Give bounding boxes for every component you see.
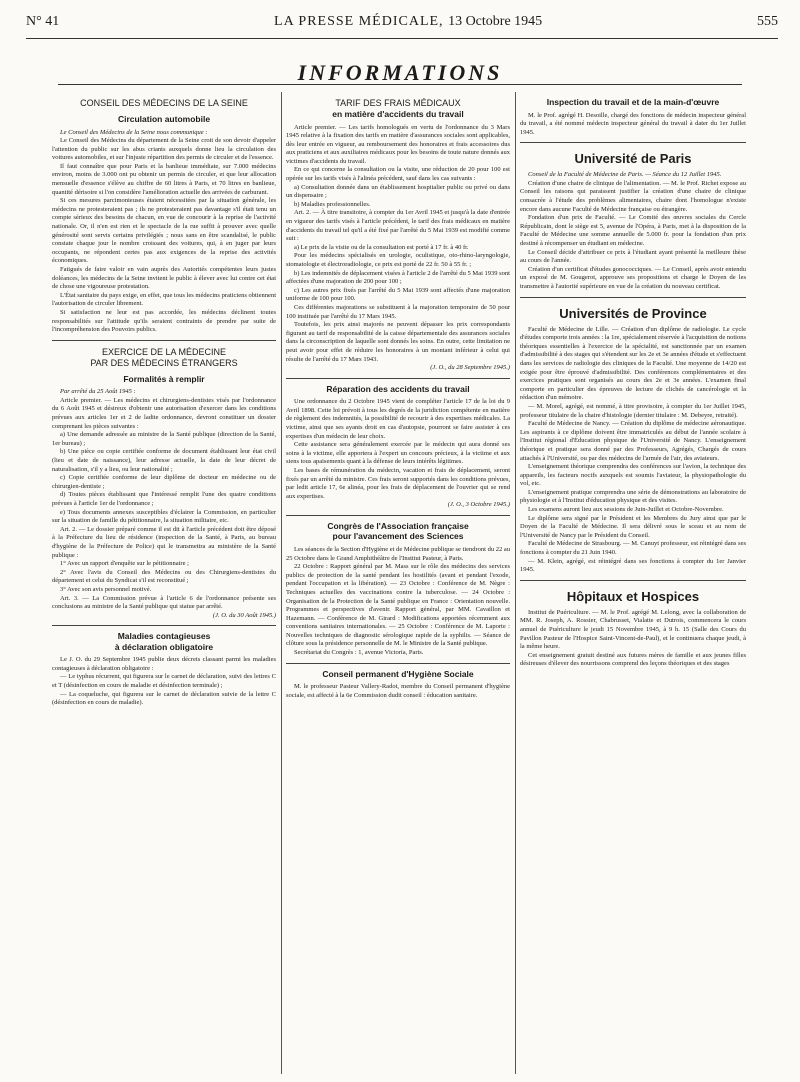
paragraph: Le diplôme sera signé par le Président et les Membres du Jury ainsi que par le Doyen de la Faculté de Médecine. Il sera délivré sous le sceau et au nom de l'Université de Nancy par le Président du Conseil.: [520, 514, 746, 539]
article-title: à déclaration obligatoire: [114, 641, 214, 652]
section-divider: [52, 340, 276, 341]
list-item: d) Toutes pièces établissant que l'intéressé remplit l'une des quatre conditions prévues à l'article 1er de l'ordonnance ;: [52, 491, 276, 507]
paragraph: Fatigués de faire valoir en vain auprès des Autorités compétentes leurs justes doléances, les médecins de la Seine invitent le public à élever avec lui contre cet état de chose une vigoureuse protestation.: [52, 266, 276, 291]
article-title: CONSEIL DES MÉDECINS DE LA SEINE: [80, 98, 248, 108]
section-divider: [286, 663, 510, 664]
list-item: b) Les indemnités de déplacement visées à l'article 2 de l'arrêté du 5 Mai 1939 sont affectées d'une majoration de 200 pour 100 ;: [286, 269, 510, 286]
article-title: Réparation des accidents du travail: [326, 383, 470, 394]
article-title: PAR DES MÉDECINS ÉTRANGERS: [90, 357, 238, 368]
article-title: Conseil permanent d'Hygiène Sociale: [322, 668, 474, 679]
journal-name: LA PRESSE MÉDICALE,: [274, 14, 444, 29]
section-heading: Hôpitaux et Hospices: [566, 588, 700, 604]
paragraph: Conseil de la Faculté de Médecine de Paris. — Séance du 12 Juillet 1945.: [528, 171, 722, 179]
article-subtitle: Formalités à remplir: [123, 373, 205, 384]
section-banner: INFORMATIONS: [297, 60, 503, 85]
paragraph: Les examens auront lieu aux sessions de Juin-Juillet et Octobre-Novembre.: [528, 506, 724, 514]
article-title: EXERCICE DE LA MÉDECINE: [101, 346, 227, 357]
article-title: TARIF DES FRAIS MÉDICAUX: [335, 98, 461, 108]
article-subtitle: en matière d'accidents du travail: [332, 109, 464, 119]
list-item: c) Copie certifiée conforme de leur diplôme de docteur en médecine ou de chirurgien-dentiste ;: [52, 474, 276, 490]
banner-rule: [58, 84, 742, 85]
paragraph: Une ordonnance du 2 Octobre 1945 vient de compléter l'article 17 de la loi du 9 Avril 1898. Cette loi prévoit à tous les degrés de la juridiction compétente en matière de règlement des indemnités, la possibilité de recourir à des expertises médicales. La victime, ainsi que ses ayants droit en cas d'autopsie, pourront se faire assister à ces expertises d'un médecin de leur choix.: [286, 398, 510, 440]
paragraph: Par arrêté du 25 Août 1945 :: [60, 388, 136, 396]
article-title: Inspection du travail et de la main-d'œuvre: [546, 97, 720, 107]
list-item: b) Maladies professionnelles.: [294, 200, 371, 208]
list-item: — La coqueluche, qui figurera sur le carnet de déclaration suivie de la lettre C (désinfection en cours de maladie).: [52, 690, 276, 707]
paragraph: Cette assistance sera généralement exercée par le médecin qui aura donné ses soins à la victime, elle apportera à l'expert un concours précieux, à la victime et aux siens tous apaisements quant à la défense de leurs intérêts légitimes.: [286, 441, 510, 466]
paragraph: Le J. O. du 29 Septembre 1945 publie deux décrets classant parmi les maladies contagieuses à déclaration obligatoire :: [52, 656, 276, 672]
journal-title-line: [274, 14, 542, 30]
list-item: c) Les autres prix fixés par l'arrêté du 5 Mai 1939 sont affectés d'une majoration uniforme de 100 pour 100.: [286, 286, 510, 303]
paragraph: Fondation d'un prix de Faculté. — Le Comité des œuvres sociales du Cercle Républicain, dont le siège est 5, avenue de l'Opéra, à Paris, met à la disposition de la Faculté de Médecine une somme annuelle de 5.000 fr. pour la fondation d'un prix destiné à récompenser un étudiant en médecine.: [520, 214, 746, 248]
paragraph: — M. Morel, agrégé, est nommé, à titre provisoire, à compter du 1er Juillet 1945, professeur titulaire de la chaire d'histologie (dernier titulaire : M. Debeyre, retraité).: [520, 402, 746, 419]
paragraph: Art. 3. — La Commission prévue à l'article 6 de l'ordonnance présente ses conclusions au ministre de la Santé publique qui statue par arrêté.: [52, 594, 276, 611]
list-item: 3° Avec son avis personnel motivé.: [60, 585, 152, 593]
column-rule-1: [281, 92, 282, 1074]
article-title: Congrès de l'Association française: [327, 520, 469, 531]
paragraph: Article premier. — Les tarifs homologués en vertu de l'ordonnance du 3 Mars 1945 relative à la fixation des tarifs en matière d'assurances sociales sont applicables, dès leur entrée en vigueur, au remboursement des honoraires et frais accessoires dus aux praticiens et aux auxiliaires médicaux pour les besoins de toute nature donnés aux victimes d'accidents du travail.: [286, 123, 510, 165]
paragraph: L'État sanitaire du pays exige, en effet, que tous les médecins praticiens obtiennent l'autorisation de circuler librement.: [52, 291, 276, 308]
section-divider: [52, 625, 276, 626]
section-divider: [520, 142, 746, 143]
list-item: 2° Avec l'avis du Conseil des Médecins ou des Chirurgiens-dentistes du département et celui du Syndicat s'il est reconstitué ;: [52, 568, 276, 585]
paragraph: Les bases de rémunération du médecin, vacation et frais de déplacement, seront fixés par un arrêté du ministre. Ces frais seront supportés dans les conditions prévues, par ledit article 17, 6e alinéa, pour les frais de déplacement de l'ouvrier qui se rend aux expertises.: [286, 466, 510, 500]
list-item: 1° Avec un rapport d'enquête sur le pétitionnaire ;: [60, 560, 189, 568]
section-divider: [286, 378, 510, 379]
issue-date: 13 Octobre 1945: [448, 14, 543, 29]
section-heading: Université de Paris: [574, 151, 692, 167]
column-2: [286, 92, 510, 1076]
paragraph: Le Conseil des Médecins de la Seine nous communique :: [60, 128, 208, 136]
paragraph: Cet enseignement gratuit destiné aux futures mères de famille et aux jeunes filles désireuses d'élever des nourrissons comprend des leçons théoriques et des stages: [520, 651, 746, 668]
paragraph: M. le professeur Pasteur Vallery-Radot, membre du Conseil permanent d'hygiène sociale, est affecté à la 6e Commission dudit conseil : éducation sanitaire.: [286, 683, 510, 699]
section-heading: Universités de Province: [559, 305, 707, 321]
page-header: [26, 14, 778, 39]
paragraph: Si ces mesures parcimonieuses étaient nécessitées par la situation générale, les médecins ne protesteraient pas ; ils ne protesteraient pas davantage s'il était tenu un compte sérieux des besoins de chacun, en vue de concourir à la reprise de l'activité nationale. Or, il n'en est rien et le spectacle de la rue suffit à prouver avec quelle générosité sont servis certains privilégiés ; nous sans en être scandalisé, le public constate chaque jour le nombre croissant des voitures, qui, à en juger par leurs occupants, ne répondent certes pas aux exigences de la reprise des activités économiques.: [52, 197, 276, 265]
list-item: a) Une demande adressée au ministre de la Santé publique (direction de la Santé, 1er bureau) ;: [52, 431, 276, 447]
paragraph: Les séances de la Section d'Hygiène et de Médecine publique se tiendront du 22 au 25 Octobre dans le Grand Amphithéâtre de l'Institut Pasteur, à Paris.: [286, 545, 510, 562]
list-item: a) Consultation donnée dans un établissement hospitalier public ou privé ou dans un dispensaire ;: [286, 183, 510, 200]
section-divider: [286, 515, 510, 516]
article-title: pour l'avancement des Sciences: [332, 531, 464, 542]
issue-number: N° 41: [26, 14, 60, 29]
paragraph: Art. 2. — À titre transitoire, à compter du 1er Avril 1945 et jusqu'à la date d'entrée en vigueur des tarifs visés à l'article précédent, le tarif des frais médicaux en matière d'accidents du travail tel qu'il a été fixé par l'arrêté du 5 Mai 1939 est modifié comme suit :: [286, 209, 510, 243]
paragraph: M. le Prof. agrégé H. Desoille, chargé des fonctions de médecin inspecteur général du travail, a été nommé médecin inspecteur général du travail à dater du 1er Juillet 1945.: [520, 111, 746, 136]
paragraph: Le Conseil décide d'attribuer ce prix à l'étudiant ayant présenté la meilleure thèse au cours de l'année.: [520, 248, 746, 265]
list-item: b) Une pièce ou copie certifiée conforme de document établissant leur état civil (lieu et date de naissance), leur adresse actuelle, la date de leur décret de naturalisation, s'il y a lieu, ou leur nationalité ;: [52, 448, 276, 473]
list-item: e) Tous documents annexes susceptibles d'éclairer la Commission, en particulier sur la situation de famille du pétitionnaire, la situation militaire, etc.: [52, 508, 276, 525]
paragraph: — M. Klein, agrégé, est réintégré dans ses fonctions à compter du 1er Janvier 1945.: [520, 557, 746, 574]
paragraph: L'enseignement théorique comprendra des conférences sur l'avion, la technique des appareils, les facteurs nocifs auxquels est soumis l'aviateur, la physiopathologie du vol, etc.: [520, 463, 746, 488]
paragraph: Il faut connaître que pour Paris et la banlieue immédiate, sur 7.000 médecins environ, moins de 3.000 ont pu obtenir un permis de circuler, et que leur allocation mensuelle d'essence s'élève au chiffre de 60 litres à Paris, et 70 litres en banlieue, quantité dérisoire si l'on considère l'amélioration actuelle des arrivées de carburant.: [52, 162, 276, 196]
paragraph: Création d'un certificat d'études gonococciques. — Le Conseil, après avoir entendu un exposé de M. Gougerot, approuve ses propositions et charge le Doyen de les transmettre à l'autorité supérieure en vue de la création du nouveau certificat.: [520, 265, 746, 290]
section-divider: [520, 580, 746, 581]
paragraph: Toutefois, les prix ainsi majorés ne peuvent dépasser les prix correspondants figurant au tarif de responsabilité de la caisse départementale des assurances sociales dans la circonscription de laquelle sont donnés les soins. En outre, cette limitation ne peut avoir pour effet de réduire les honoraires à un montant inférieur à celui qui résulte de l'arrêté du 17 Mars 1943.: [286, 321, 510, 363]
paragraph: Le Conseil des Médecins du département de la Seine croit de son devoir d'appeler l'attention du public sur les abus criants auxquels donne lieu la circulation des voitures automobiles, et sur l'injuste répartition des permis de circuler et de l'essence.: [52, 137, 276, 162]
paragraph: Secrétariat du Congrès : 1, avenue Victoria, Paris.: [294, 649, 424, 657]
list-item: — Le typhus récurrent, qui figurera sur le carnet de déclaration, suivi des lettres C et T (désinfection en cours de maladie et désinfection terminale) ;: [52, 673, 276, 690]
paragraph: L'enseignement pratique comprendra une série de démonstrations au laboratoire de physiologie et à l'Institut d'éducation physique et des visites.: [520, 488, 746, 505]
column-rule-2: [515, 92, 516, 1074]
paragraph: Faculté de Médecine de Strasbourg. — M. Canuyt professeur, est réintégré dans ses fonctions à compter du 21 Juin 1940.: [520, 540, 746, 557]
article-subtitle: Circulation automobile: [117, 114, 211, 124]
source-citation: (J. O., du 28 Septembre 1945.): [430, 364, 510, 372]
page-number: 555: [756, 14, 778, 29]
paragraph: Si satisfaction ne leur est pas accordée, les médecins déclinent toutes responsabilités sur l'attitude qu'ils seraient contraints de prendre par suite de l'incompréhension des Pouvoirs publics.: [52, 308, 276, 334]
paragraph: Création d'une chaire de clinique de l'alimentation. — M. le Prof. Richet expose au Conseil les raisons qui paraissent justifier la création d'une chaire de clinique consacrée à l'étude des problèmes alimentaires, chaire dont l'homologue n'existe encore dans aucune Faculté de Médecine française ou étrangère.: [520, 179, 746, 213]
paragraph: Institut de Puériculture. — M. le Prof. agrégé M. Lelong, avec la collaboration de MM. R. Joseph, A. Rossier, Chabrusset, Vialatte et Dutrois, commencera le cours annuel de Puériculture le jeudi 15 Novembre 1945, à 9 h. 15 (Salle des Cours du Pavillon Pasteur de l'Hospice Saint-Vincent-de-Paul), et le continuera chaque jeudi, à la même heure.: [520, 608, 746, 651]
source-citation: (J. O. du 30 Août 1945.): [212, 611, 276, 619]
list-item: a) Le prix de la visite ou de la consultation est porté à 17 fr. à 40 fr.: [294, 243, 469, 251]
source-citation: (J. O., 3 Octobre 1945.): [447, 501, 510, 509]
column-1: [52, 92, 276, 1076]
paragraph: Pour les médecins spécialisés en urologie, oculistique, oto-rhino-laryngologie, stomatologie et électroradiologie, ce prix est porté de 22 fr. 50 à 55 fr. ;: [286, 252, 510, 268]
paragraph: 22 Octobre : Rapport général par M. Mass sur le rôle des médecins des services publics de protection de la santé pendant les hostilités (avant et pendant l'exode, pendant l'occupation et la libération). — 23 Octobre : Conférence de M. Nègre : Techniques actuelles des vaccinations contre la tuberculose. — 24 Octobre : Organisation de la Protection de la Santé publique en France : Orientation nouvelle. Programmes et perspectives d'avenir. Rapport général, par MM. Cavaillon et Hazemann. — Conférence de M. Girard : Modifications apportées récemment aux conventions sanitaires internationales. — 25 Octobre : Conférence de M. Laporte : Nouvelles techniques de diagnostic sérologique rapide de la syphilis. — Séance de clôture sous la présidence personnelle de M. le Ministre de la Santé publique.: [286, 563, 510, 648]
paragraph: En ce qui concerne la consultation ou la visite, une réduction de 20 pour 100 est opérée sur les tarifs visés à l'alinéa précédent, sauf dans les cas suivants :: [286, 166, 510, 183]
paragraph: Faculté de Médecine de Nancy. — Création du diplôme de médecine aéronautique. Les aspirants à ce diplôme doivent être immatriculés au début de l'année scolaire à l'Institut régional d'Éducation physique de l'Université de Nancy. L'enseignement théorique et pratique sera donné par des Professeurs, Agrégés, Chargés de cours attachés à l'Université, ou par des médecins de l'armée de l'air, des aviateurs.: [520, 420, 746, 462]
column-3: [520, 92, 746, 1076]
article-title: Maladies contagieuses: [117, 631, 211, 642]
section-divider: [520, 297, 746, 298]
paragraph: Article premier. — Les médecins et chirurgiens-dentistes visés par l'ordonnance du 6 Août 1945 et désireux d'obtenir une autorisation d'exercer dans les conditions prévues aux articles 1er et 2 de ladite ordonnance, devront constituer un dossier comprenant les pièces suivantes :: [52, 396, 276, 430]
paragraph: Faculté de Médecine de Lille. — Création d'un diplôme de radiologie. Le cycle d'études comporte trois années : la 1re, spécialement réservée à l'acquisition de notions théoriques essentielles à l'exercice de la spécialité, est sanctionnée par un examen d'admissibilité à des stages qui s'étendent sur les 2e et 3e années d'étude et s'effectuent dans les services de radiologie des cliniques de la Faculté. Une moyenne de 14/20 est exigée pour être éprouvé d'admissibilité. Des conférences complémentaires et des exercices pratiques sont organisés au cours des 2e et 3e années. L'examen final comporte en particulier des épreuves de lecture de clichés de cancérologie et la rédaction d'un mémoire.: [520, 325, 746, 402]
paragraph: Art. 2. — Le dossier préparé comme il est dit à l'article précédent doit être déposé à la Préfecture du lieu de résidence (inspection de la Santé, à Paris, au bureau d'hygiène de la Préfecture de Police) qui le transmettra au ministère de la Santé publique :: [52, 525, 276, 559]
paragraph: Ces différentes majorations se substituent à la majoration temporaire de 50 pour 100 instituée par l'arrêté du 17 Mars 1945.: [286, 303, 510, 320]
